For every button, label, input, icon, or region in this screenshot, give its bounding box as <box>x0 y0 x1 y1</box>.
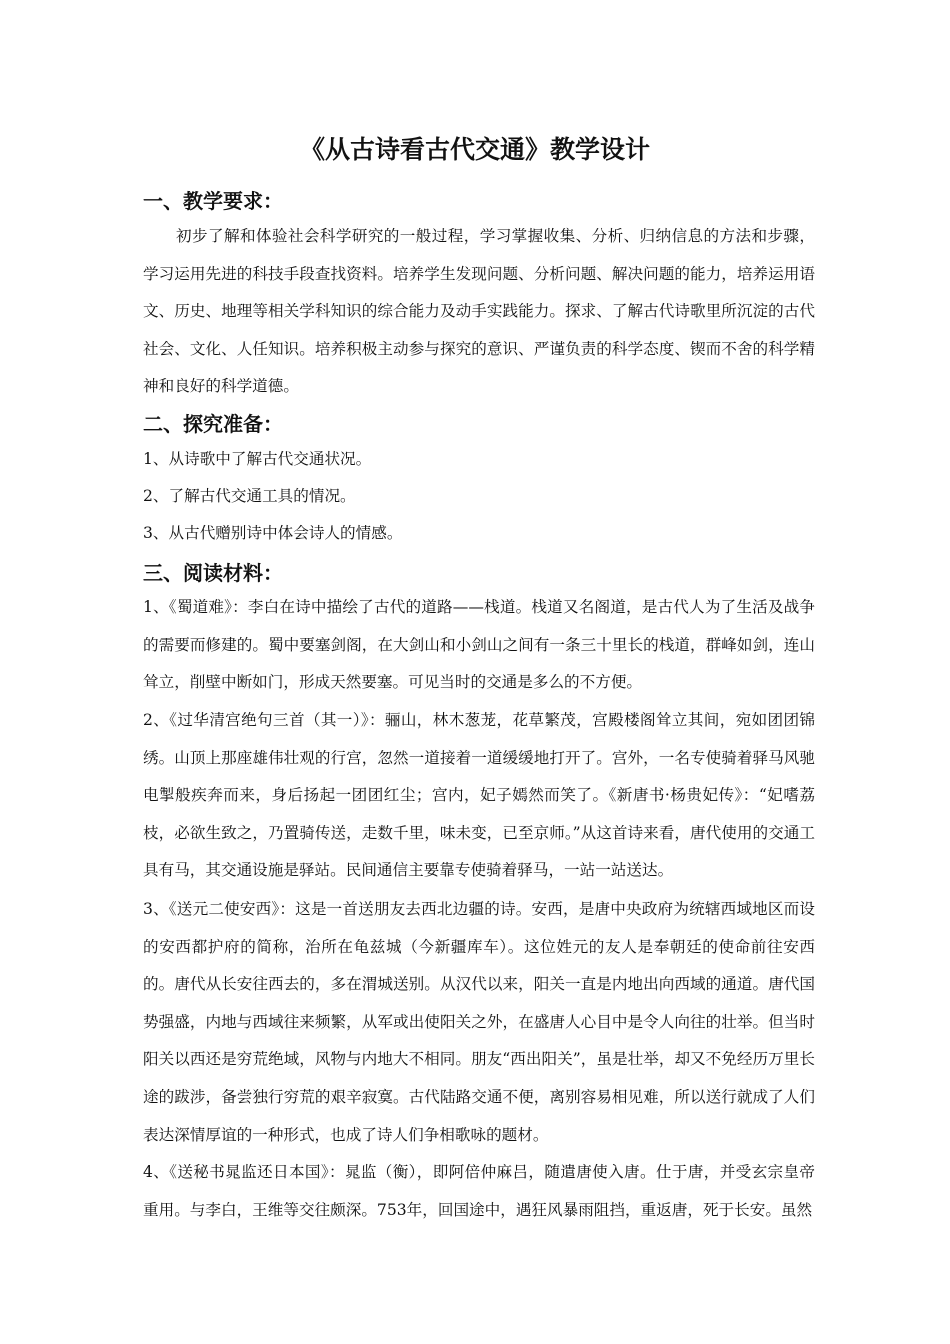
section-heading-materials: 三、阅读材料： <box>143 561 283 585</box>
section-heading-requirements: 一、教学要求： <box>143 189 283 213</box>
material-paragraph-shudaonan: 1、《蜀道难》：李白在诗中描绘了古代的道路——栈道。栈道又名阁道，是古代人为了生活及战争的需要而修建的。蜀中要塞剑阁，在大剑山和小剑山之间有一条三十里长的栈道，群峰如剑，连山耸立，削壁中断如门，形成天然要塞。可见当时的交通是多么的不方便。 <box>143 598 815 692</box>
preparation-item: 1、从诗歌中了解古代交通状况。 <box>143 450 372 468</box>
preparation-item: 2、了解古代交通工具的情况。 <box>143 487 356 505</box>
requirements-paragraph: 初步了解和体验社会科学研究的一般过程，学习掌握收集、分析、归纳信息的方法和步骤，学习运用先进的科技手段查找资料。培养学生发现问题、分析问题、解决问题的能力，培养运用语文、历史、地理等相关学科知识的综合能力及动手实践能力。探求、了解古代诗歌里所沉淀的古代社会、文化、人任知识。培养积极主动参与探究的意识、严谨负责的科学态度、锲而不舍的科学精神和良好的科学道德。 <box>143 227 815 396</box>
preparation-item: 3、从古代赠别诗中体会诗人的情感。 <box>143 524 403 542</box>
material-paragraph-chaojian: 4、《送秘书晁监还日本国》：晁监（衡），即阿倍仲麻吕，随遣唐使入唐。仕于唐，并受玄宗皇帝重用。与李白，王维等交往颇深。753年，回国途中，遇狂风暴雨阻挡，重返唐，死于长安。虽然 <box>143 1163 815 1219</box>
material-paragraph-huaqinggong: 2、《过华清宫绝句三首（其一）》：骊山，林木葱茏，花草繁茂，宫殿楼阁耸立其间，宛如团团锦绣。山顶上那座雄伟壮观的行宫，忽然一道接着一道缓缓地打开了。宫外，一名专使骑着驿马风驰电掣般疾奔而来，身后扬起一团团红尘；宫内，妃子嫣然而笑了。《新唐书·杨贵妃传》：“妃嗜荔枝，必欲生致之，乃置骑传送，走数千里，味未变，已至京师。”从这首诗来看，唐代使用的交通工具有马，其交通设施是驿站。民间通信主要靠专使骑着驿马，一站一站送达。 <box>143 711 815 880</box>
material-paragraph-songyuaner: 3、《送元二使安西》：这是一首送朋友去西北边疆的诗。安西，是唐中央政府为统辖西域地区而设的安西都护府的简称，治所在龟兹城（今新疆库车）。这位姓元的友人是奉朝廷的使命前往安西的。唐代从长安往西去的，多在渭城送别。从汉代以来，阳关一直是内地出向西域的通道。唐代国势强盛，内地与西域往来频繁，从军或出使阳关之外，在盛唐人心目中是令人向往的壮举。但当时阳关以西还是穷荒绝域，风物与内地大不相同。朋友“西出阳关”，虽是壮举，却又不免经历万里长途的跋涉，备尝独行穷荒的艰辛寂寞。古代陆路交通不便，离别容易相见难，所以送行就成了人们表达深情厚谊的一种形式，也成了诗人们争相歌咏的题材。 <box>143 900 815 1144</box>
document-title: 《从古诗看古代交通》教学设计 <box>299 135 650 164</box>
section-heading-preparation: 二、探究准备： <box>143 412 283 436</box>
